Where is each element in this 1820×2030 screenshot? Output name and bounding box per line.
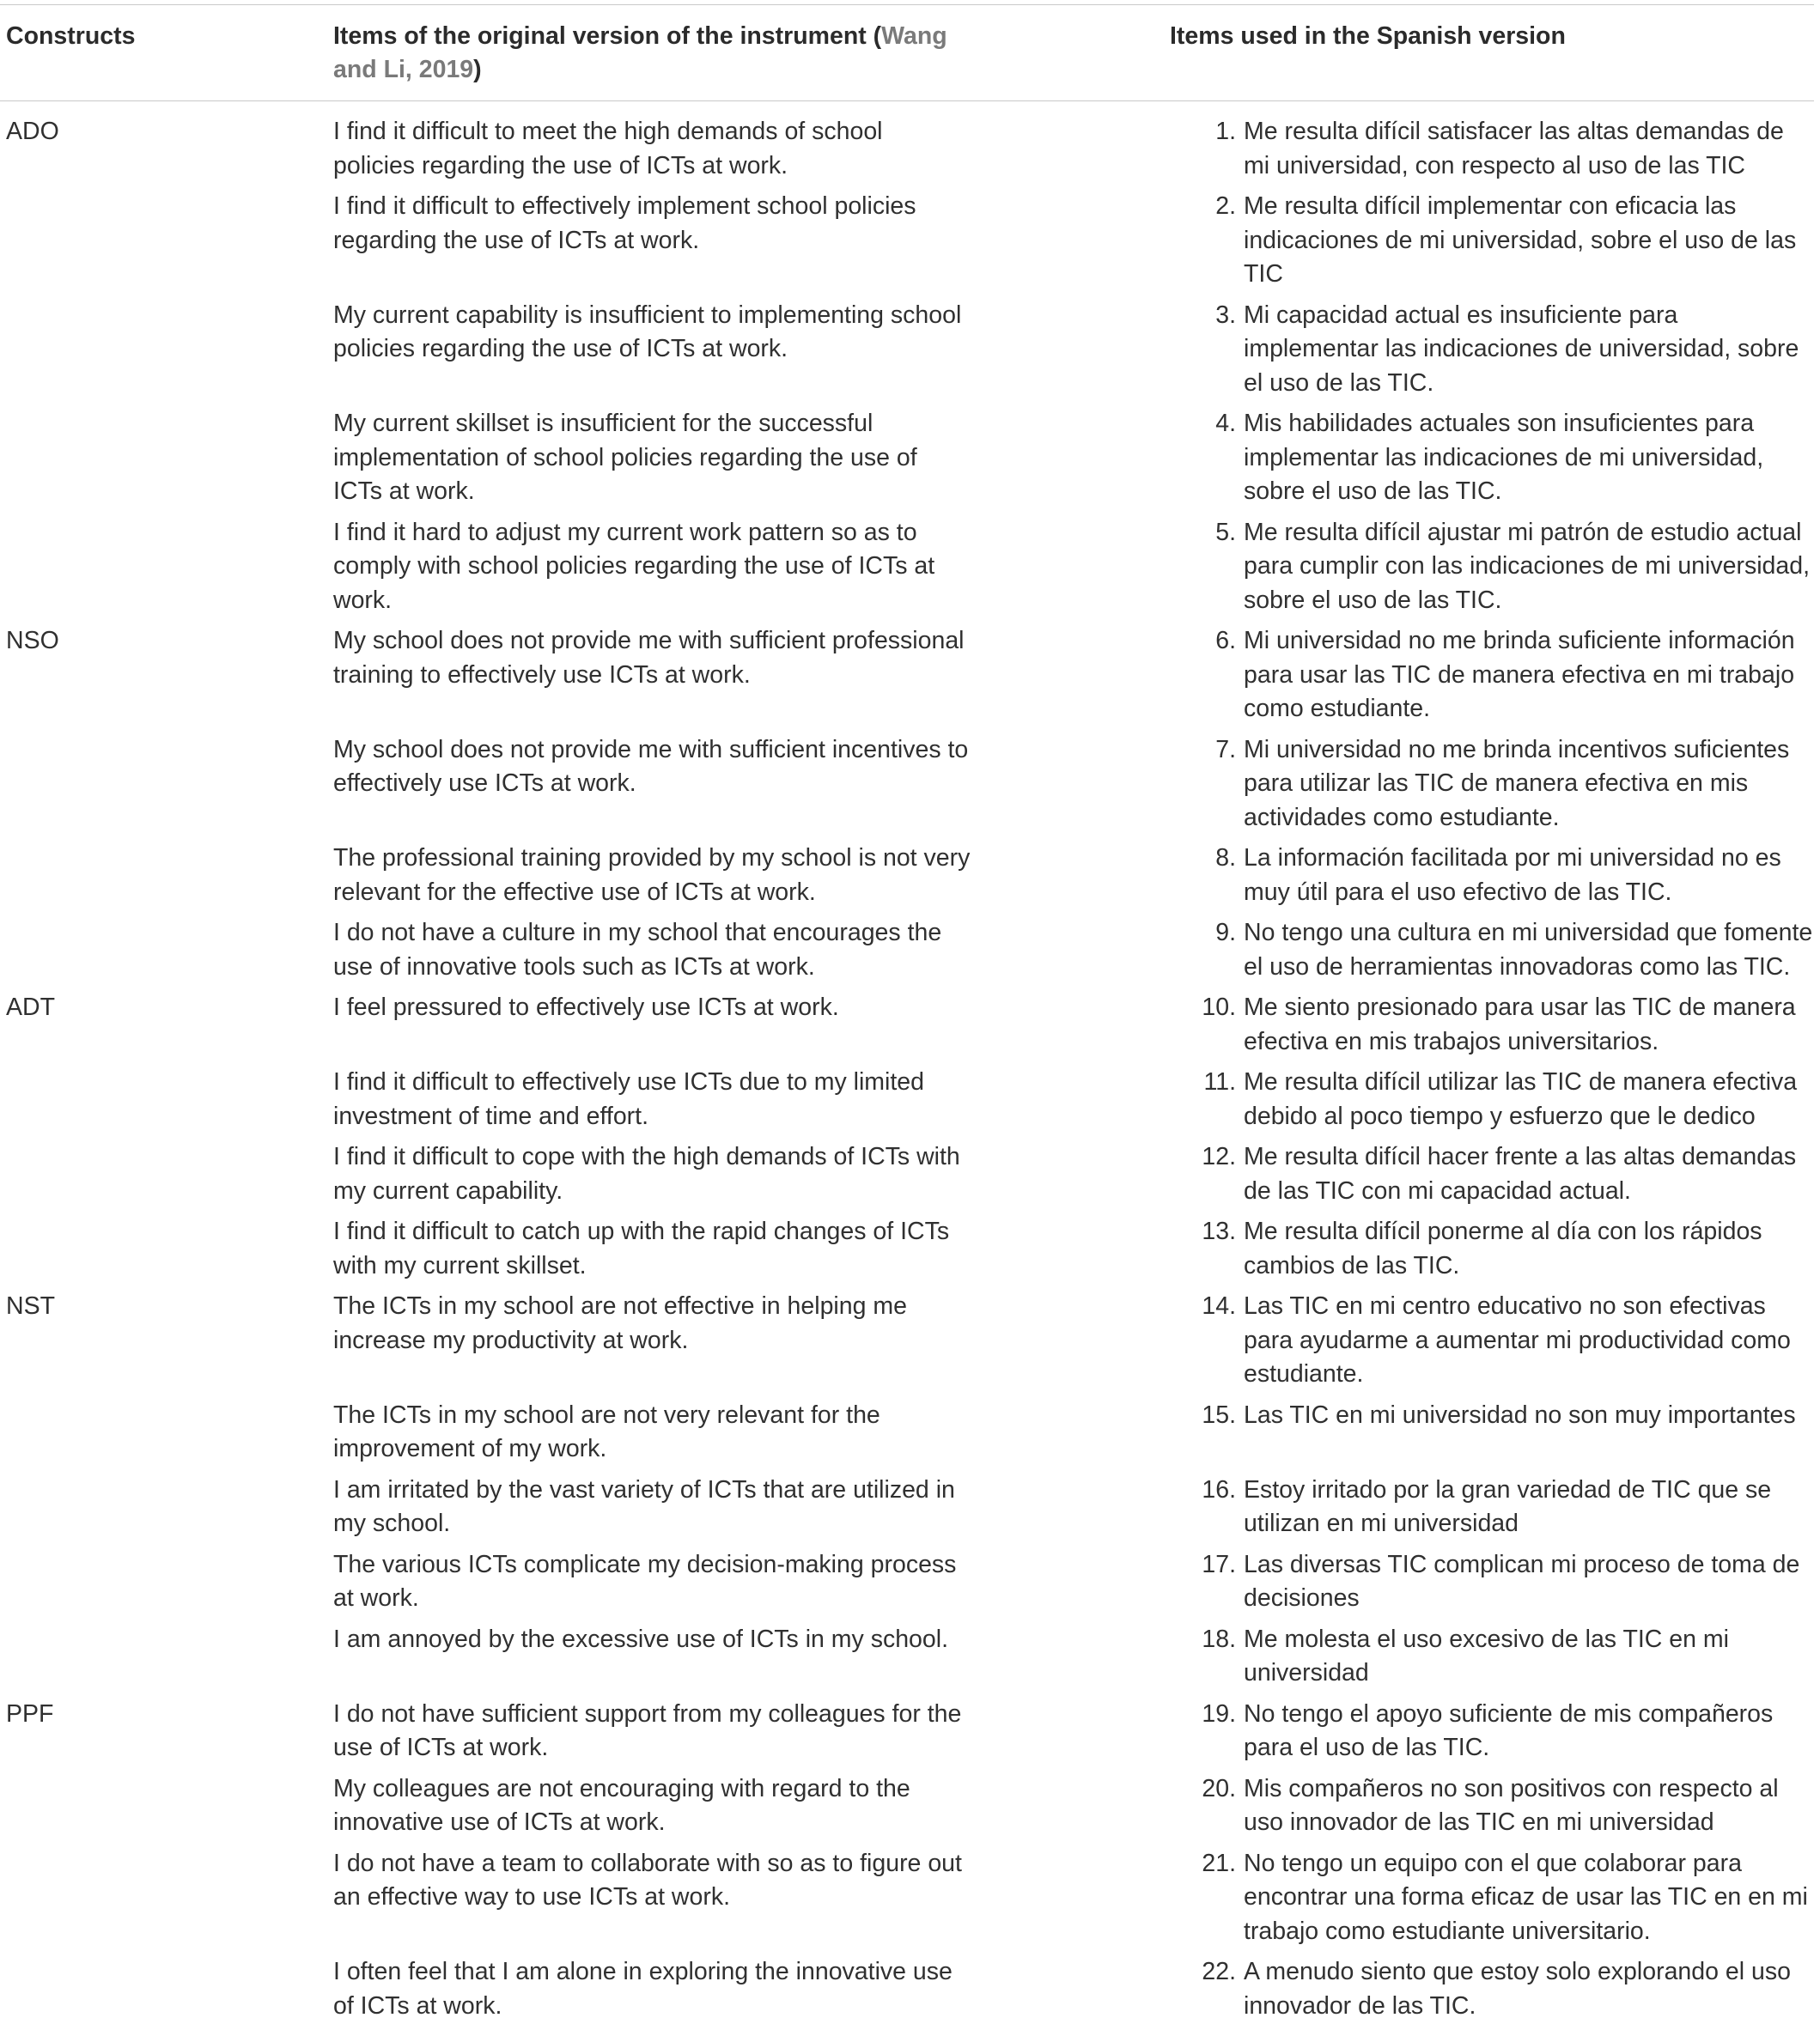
construct-code bbox=[0, 190, 333, 292]
spanish-item: Mi universidad no me brinda incentivos suficientes para utilizar las TIC de manera efectiva en mis actividades como estudiante. bbox=[1244, 735, 1790, 831]
table-row bbox=[0, 299, 1814, 408]
table-row bbox=[0, 1290, 1814, 1399]
header-original-prefix: Items of the original version of the instrument ( bbox=[333, 22, 882, 50]
original-item: My current skillset is insufficient for the successful implementation of school policies regarding the use of ICTs at work. bbox=[333, 410, 917, 505]
original-item: I find it difficult to cope with the high demands of ICTs with my current capability. bbox=[333, 1143, 960, 1205]
construct-code bbox=[0, 1847, 333, 1949]
spanish-cell bbox=[971, 299, 1814, 401]
spanish-item: Me resulta difícil satisfacer las altas demandas de mi universidad, con respecto al uso de las TIC bbox=[1244, 118, 1784, 179]
original-item: I do not have sufficient support from my colleagues for the use of ICTs at work. bbox=[333, 1699, 962, 1761]
table-row bbox=[0, 1623, 1814, 1698]
table-row bbox=[0, 1140, 1814, 1215]
spanish-item: Me resulta difícil ponerme al día con los rápidos cambios de las TIC. bbox=[1244, 1218, 1762, 1279]
table-row bbox=[0, 115, 1814, 190]
item-number: 20. bbox=[1202, 1774, 1236, 1802]
item-number: 15. bbox=[1202, 1401, 1236, 1429]
original-item: I find it difficult to catch up with the rapid changes of ICTs with my current skillset. bbox=[333, 1218, 950, 1279]
spanish-cell bbox=[971, 1474, 1814, 1541]
original-item: I find it difficult to effectively implement school policies regarding the use of ICTs at work. bbox=[333, 192, 916, 254]
spanish-item: Estoy irritado por la gran variedad de TIC que se utilizan en mi universidad bbox=[1244, 1475, 1772, 1537]
table-row bbox=[0, 516, 1814, 625]
table-row bbox=[0, 1847, 1814, 1956]
spanish-cell bbox=[971, 842, 1814, 909]
original-item: The ICTs in my school are not effective in helping me increase my productivity at work. bbox=[333, 1292, 907, 1354]
spanish-item: Mis habilidades actuales son insuficientes para implementar las indicaciones de mi universidad, sobre el uso de las TIC. bbox=[1244, 410, 1764, 505]
construct-code bbox=[0, 842, 333, 909]
header-original-suffix: ) bbox=[473, 56, 482, 83]
spanish-cell bbox=[971, 1955, 1814, 2023]
table-row bbox=[0, 1698, 1814, 1772]
spanish-cell bbox=[971, 115, 1814, 183]
spanish-item: Me resulta difícil ajustar mi patrón de estudio actual para cumplir con las indicaciones de mi universidad, sobre el uso de las TIC. bbox=[1244, 518, 1810, 614]
spanish-cell bbox=[971, 516, 1814, 618]
table-row bbox=[0, 407, 1814, 516]
table-body bbox=[0, 101, 1814, 2030]
spanish-cell bbox=[971, 1290, 1814, 1392]
spanish-item: Me resulta difícil implementar con eficacia las indicaciones de mi universidad, sobre el uso de las TIC bbox=[1244, 192, 1797, 288]
construct-code bbox=[0, 1955, 333, 2023]
spanish-cell bbox=[971, 1066, 1814, 1134]
spanish-item: Las TIC en mi universidad no son muy importantes bbox=[1244, 1401, 1796, 1429]
item-number: 16. bbox=[1202, 1475, 1236, 1504]
spanish-cell bbox=[971, 624, 1814, 726]
original-item: I find it difficult to meet the high demands of school policies regarding the use of ICTs at work. bbox=[333, 118, 883, 179]
item-number: 2. bbox=[1215, 192, 1236, 220]
original-item: My colleagues are not encouraging with regard to the innovative use of ICTs at work. bbox=[333, 1774, 910, 1836]
construct-code bbox=[0, 1548, 333, 1616]
original-item: I do not have a team to collaborate with so as to figure out an effective way to use ICTs at work. bbox=[333, 1849, 962, 1911]
spanish-item: La información facilitada por mi universidad no es muy útil para el uso efectivo de las TIC. bbox=[1244, 844, 1781, 906]
original-item: I feel pressured to effectively use ICTs at work. bbox=[333, 994, 839, 1021]
spanish-item: Me resulta difícil hacer frente a las altas demandas de las TIC con mi capacidad actual. bbox=[1244, 1143, 1797, 1205]
spanish-item: Mis compañeros no son positivos con respecto al uso innovador de las TIC en mi universidad bbox=[1244, 1774, 1779, 1836]
original-item: I am annoyed by the excessive use of ICTs in my school. bbox=[333, 1625, 949, 1653]
spanish-cell bbox=[971, 1698, 1814, 1766]
table-row bbox=[0, 624, 1814, 733]
spanish-item: Las TIC en mi centro educativo no son efectivas para ayudarme a aumentar mi productividad como estudiante. bbox=[1244, 1292, 1791, 1388]
construct-code bbox=[0, 1772, 333, 1840]
item-number: 11. bbox=[1203, 1068, 1236, 1096]
item-number: 18. bbox=[1202, 1625, 1236, 1653]
item-number: 3. bbox=[1215, 301, 1236, 329]
spanish-cell bbox=[971, 916, 1814, 984]
original-item: The various ICTs complicate my decision-making process at work. bbox=[333, 1550, 957, 1612]
item-number: 9. bbox=[1215, 919, 1236, 946]
construct-code bbox=[0, 916, 333, 984]
construct-code bbox=[0, 1399, 333, 1467]
spanish-cell bbox=[971, 1623, 1814, 1691]
construct-code bbox=[0, 299, 333, 401]
table-row bbox=[0, 733, 1814, 842]
spanish-cell bbox=[971, 1548, 1814, 1616]
construct-code bbox=[0, 733, 333, 836]
item-number: 21. bbox=[1202, 1849, 1236, 1877]
construct-code bbox=[0, 516, 333, 618]
spanish-item: Las diversas TIC complican mi proceso de toma de decisiones bbox=[1244, 1550, 1800, 1612]
spanish-cell bbox=[971, 991, 1814, 1059]
spanish-item: Mi capacidad actual es insuficiente para implementar las indicaciones de universidad, sobre el uso de las TIC. bbox=[1244, 301, 1799, 397]
original-item: My school does not provide me with sufficient professional training to effectively use ICTs at work. bbox=[333, 627, 965, 689]
spanish-cell bbox=[971, 1215, 1814, 1283]
spanish-item: Me siento presionado para usar las TIC de manera efectiva en mis trabajos universitarios. bbox=[1244, 994, 1796, 1055]
spanish-item: A menudo siento que estoy solo explorando el uso innovador de las TIC. bbox=[1244, 1958, 1791, 2020]
header-original bbox=[333, 20, 971, 87]
original-item: I find it hard to adjust my current work pattern so as to comply with school policies regarding the use of ICTs at work. bbox=[333, 518, 935, 614]
table-row bbox=[0, 1399, 1814, 1474]
original-item: My current capability is insufficient to implementing school policies regarding the use of ICTs at work. bbox=[333, 301, 962, 362]
spanish-cell bbox=[971, 190, 1814, 292]
spanish-item: No tengo una cultura en mi universidad que fomente el uso de herramientas innovadoras como las TIC. bbox=[1244, 919, 1813, 981]
construct-code bbox=[0, 1623, 333, 1691]
item-number: 19. bbox=[1202, 1699, 1236, 1728]
table-row bbox=[0, 190, 1814, 299]
table-row bbox=[0, 1772, 1814, 1847]
spanish-item: No tengo el apoyo suficiente de mis compañeros para el uso de las TIC. bbox=[1244, 1699, 1774, 1761]
table-row bbox=[0, 842, 1814, 916]
original-item: The professional training provided by my school is not very relevant for the effective use of ICTs at work. bbox=[333, 844, 971, 906]
spanish-item: Me resulta difícil utilizar las TIC de manera efectiva debido al poco tiempo y esfuerzo que le dedico bbox=[1244, 1068, 1798, 1130]
table-row bbox=[0, 1955, 1814, 2030]
table-row bbox=[0, 1215, 1814, 1290]
citation-link[interactable]: Wang and Li, 2019 bbox=[333, 22, 947, 83]
header-constructs: Constructs bbox=[6, 22, 136, 50]
construct-code bbox=[0, 1140, 333, 1208]
items-table bbox=[0, 4, 1814, 2030]
table-row bbox=[0, 1066, 1814, 1140]
item-number: 8. bbox=[1215, 844, 1236, 872]
item-number: 7. bbox=[1215, 735, 1236, 763]
item-number: 4. bbox=[1215, 410, 1236, 437]
original-item: I often feel that I am alone in exploring the innovative use of ICTs at work. bbox=[333, 1958, 953, 2020]
item-number: 17. bbox=[1202, 1550, 1236, 1578]
spanish-cell bbox=[971, 1399, 1814, 1467]
construct-code bbox=[0, 1066, 333, 1134]
spanish-cell bbox=[971, 1847, 1814, 1949]
table-row bbox=[0, 1474, 1814, 1548]
spanish-item: Mi universidad no me brinda suficiente información para usar las TIC de manera efectiva en mi trabajo como estudiante. bbox=[1244, 627, 1795, 722]
construct-code: NSO bbox=[6, 627, 59, 654]
construct-code: ADO bbox=[6, 118, 59, 145]
spanish-cell bbox=[971, 733, 1814, 836]
item-number: 6. bbox=[1215, 627, 1236, 654]
spanish-item: Me molesta el uso excesivo de las TIC en mi universidad bbox=[1244, 1625, 1729, 1687]
table-row bbox=[0, 916, 1814, 991]
original-item: I do not have a culture in my school that encourages the use of innovative tools such as ICTs at work. bbox=[333, 919, 942, 981]
construct-code bbox=[0, 1474, 333, 1541]
item-number: 5. bbox=[1215, 518, 1236, 546]
item-number: 10. bbox=[1202, 994, 1236, 1021]
construct-code bbox=[0, 1215, 333, 1283]
table-header bbox=[0, 5, 1814, 100]
item-number: 1. bbox=[1215, 118, 1236, 145]
original-item: My school does not provide me with sufficient incentives to effectively use ICTs at work. bbox=[333, 735, 969, 797]
item-number: 22. bbox=[1202, 1958, 1236, 1985]
spanish-cell bbox=[971, 407, 1814, 509]
construct-code bbox=[0, 407, 333, 509]
original-item: The ICTs in my school are not very relevant for the improvement of my work. bbox=[333, 1401, 880, 1462]
construct-code: PPF bbox=[6, 1699, 54, 1728]
original-item: I am irritated by the vast variety of ICTs that are utilized in my school. bbox=[333, 1475, 955, 1537]
item-number: 13. bbox=[1202, 1218, 1236, 1245]
spanish-cell bbox=[971, 1772, 1814, 1840]
spanish-item: No tengo un equipo con el que colaborar para encontrar una forma eficaz de usar las TIC en en mi trabajo como estudiante universitario. bbox=[1244, 1849, 1808, 1945]
construct-code: NST bbox=[6, 1292, 55, 1320]
table-row bbox=[0, 1548, 1814, 1623]
original-item: I find it difficult to effectively use ICTs due to my limited investment of time and effort. bbox=[333, 1068, 924, 1130]
header-spanish: Items used in the Spanish version bbox=[1170, 22, 1566, 50]
spanish-cell bbox=[971, 1140, 1814, 1208]
item-number: 14. bbox=[1202, 1292, 1236, 1320]
item-number: 12. bbox=[1202, 1143, 1236, 1170]
construct-code: ADT bbox=[6, 994, 55, 1021]
table-row bbox=[0, 991, 1814, 1066]
